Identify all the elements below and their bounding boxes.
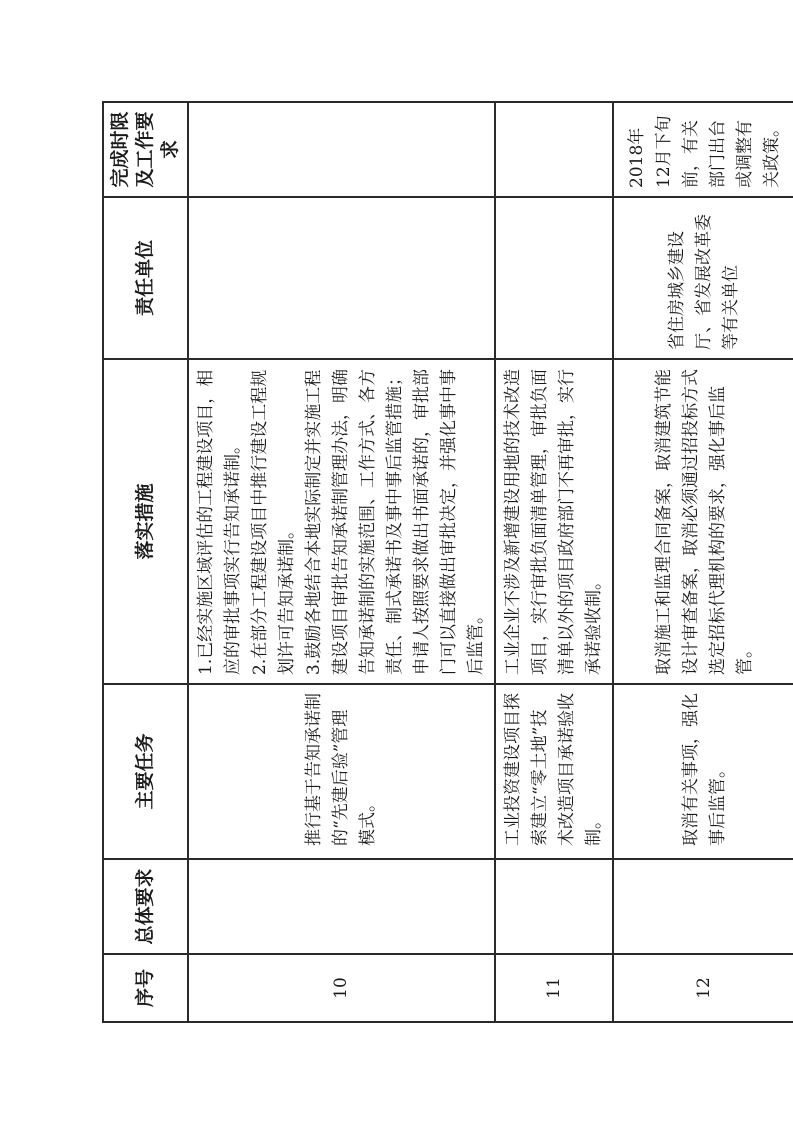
rotated-table-wrapper xyxy=(102,103,782,1023)
measure-item: 取消施工和监理合同备案，取消建筑节能设计审查备案，取消必须通过招投标方式选定招标代理机构的要求，强化事后监管。 xyxy=(653,369,755,675)
row-measures xyxy=(613,359,793,684)
row-measures xyxy=(495,359,613,684)
row-unit xyxy=(188,197,495,359)
row-general xyxy=(188,859,495,954)
header-general: 总体要求 xyxy=(103,859,188,954)
row-unit: 省住房城乡建设厅、省发展改革委等有关单位 xyxy=(613,197,793,359)
measure-item: 工业企业不涉及新增建设用地的技术改造项目，实行审批负面清单管理，审批负面清单以外的项目政府部门不再审批，实行承诺验收制。 xyxy=(503,369,604,675)
row-unit xyxy=(495,197,613,359)
row-deadline: 2018年12月下旬前，有关部门出台或调整有关政策。 xyxy=(613,102,793,197)
table-header-row xyxy=(103,102,188,1022)
row-general xyxy=(495,859,613,954)
measure-item: 2.在部分工程建设项目中推行建设工程规划许可告知承诺制。 xyxy=(250,369,297,675)
row-seq: 12 xyxy=(613,954,793,1022)
task-table xyxy=(102,101,793,1023)
row-general xyxy=(613,859,793,954)
row-task: 推行基于告知承诺制的“先建后验”管理模式。 xyxy=(188,684,495,859)
header-task: 主要任务 xyxy=(103,684,188,859)
header-seq: 序号 xyxy=(103,954,188,1022)
row-task: 取消有关事项，强化事后监管。 xyxy=(613,684,793,859)
row-task: 工业投资建设项目探索建立“零土地”技术改造项目承诺验收制。 xyxy=(495,684,613,859)
table-row xyxy=(188,102,495,1022)
table-row xyxy=(495,102,613,1022)
row-measures xyxy=(188,359,495,684)
row-seq: 11 xyxy=(495,954,613,1022)
header-measures: 落实措施 xyxy=(103,359,188,684)
row-deadline xyxy=(495,102,613,197)
header-unit: 责任单位 xyxy=(103,197,188,359)
header-deadline: 完成时限及工作要求 xyxy=(103,102,188,197)
document-page xyxy=(102,103,782,1023)
row-seq: 10 xyxy=(188,954,495,1022)
measure-item: 1.已经实施区域评估的工程建设项目，相应的审批事项实行告知承诺制。 xyxy=(196,369,243,675)
table-row xyxy=(613,102,793,1022)
measure-item: 3.鼓励各地结合本地实际制定并实施工程建设项目审批告知承诺制管理办法，明确告知承诺制的实施范围、工作方式、各方责任、制式承诺书及事中事后监管措施；申请人按照要求做出书面承诺的，审批部门可以直接做出审批决定，并强化事中事后监管。 xyxy=(304,369,486,675)
row-deadline xyxy=(188,102,495,197)
